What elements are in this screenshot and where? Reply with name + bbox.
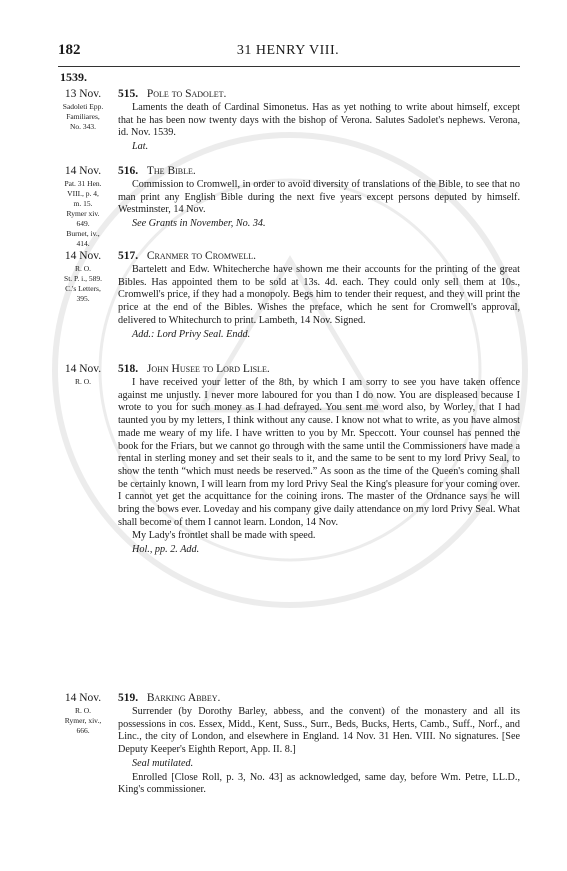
entry-body	[118, 164, 520, 231]
source-ref: 414.	[76, 239, 90, 248]
entry-body	[118, 691, 520, 797]
source-ref: 395.	[76, 294, 90, 303]
source-ref: St. P. i., 589.	[64, 274, 102, 283]
header-rule	[58, 66, 520, 67]
source-ref: Rymer xiv.	[66, 209, 100, 218]
entry-number: 519.	[118, 692, 139, 704]
entry-text: Bartelett and Edw. Whitecherche have shown me their accounts for the printing of the great Bibles. Has appointed them to be sold at 13s. 4d. each. They could only sell them at 10s., Cromwell's price, if they had a monopoly. Begs him to tender their request, and they will print the price at the end of the Bibles. Wishes the preface, which he sent for Cromwell's approval, delivered to Whitechurch to print. Lambeth, 14 Nov. Signed.	[118, 264, 520, 326]
source-ref: R. O.	[74, 264, 92, 273]
entry-title: Pole to Sadolet.	[146, 88, 227, 100]
entry-text: Surrender (by Dorothy Barley, abbess, and the convent) of the monastery and all its possessions in cos. Essex, Midd., Kent, Suss., Surr., Beds, Bucks, Herts, Camb., Suff., Norf., and Linc., the city of London, and elsewhere in England. 14 Nov. 31 Hen. VIII. No signatures. [See Deputy Keeper's Eighth Report, App. II. 8.]	[118, 706, 520, 756]
entry-title: The Bible.	[146, 165, 196, 177]
entry-note: Add.: Lord Privy Seal. Endd.	[132, 328, 251, 340]
entry-title: John Husee to Lord Lisle.	[146, 363, 270, 375]
entry-text: Commission to Cromwell, in order to avoid diversity of translations of the Bible, to see that no man print any English Bible during the next five years except persons deputed by himself. Westminster, 14 Nov.	[118, 179, 520, 216]
entry-heading	[118, 164, 520, 178]
entry-text: I have received your letter of the 8th, by which I am sorry to see you have taken offence against me unjustly. I never more laboured for you than I do now. You are displeased because I wrote to you for such money as I had defrayed. You sent me word also, by Worley, that I had taunted you by my letters, I think without any cause. I know not what to write, as you have almost made me weary of my life. I have written to you by Mr. Speccott. Your counsel has penned the book for the Friars, but we cannot go through with the same until the Commissioners have made a rental in sterling money and set their seals to it, and the same to be sent to my lord Privy Seal, to show the tenth “which must needs be reserved.” As soon as the time of the Queen's coming shall be certainly known, I will learn from my lord Privy Seal the King's pleasure for your coming over. I cannot yet get the acquittance for the coining irons. The master of the Ordnance says he will bring the bows ever. Loveday and his company give daily attendance on my lord Privy Seal. What shall become of them I cannot learn. London, 14 Nov.	[118, 377, 520, 528]
source-ref: No. 343.	[69, 122, 97, 131]
source-ref: R. O.	[74, 377, 92, 386]
entry-heading	[118, 87, 520, 101]
source-ref: 666.	[76, 726, 90, 735]
entry-heading	[118, 691, 520, 705]
source-ref: R. O.	[74, 706, 92, 715]
entry-date: 14 Nov.	[64, 363, 102, 375]
entry-date: 13 Nov.	[64, 88, 102, 100]
running-title: 31 HENRY VIII.	[236, 43, 340, 58]
year-label: 1539.	[60, 70, 87, 84]
entry-date: 14 Nov.	[64, 165, 102, 177]
entry-body	[118, 362, 520, 557]
source-ref: Burnet, iv.,	[66, 229, 100, 238]
source-ref: VIII., p. 4,	[67, 189, 99, 198]
entry-heading	[118, 249, 520, 263]
source-ref: m. 15.	[73, 199, 93, 208]
entry-number: 518.	[118, 363, 139, 375]
entry-margin	[58, 87, 108, 131]
entry-body	[118, 249, 520, 341]
source-ref: Rymer, xiv.,	[64, 716, 102, 725]
entry-margin	[58, 362, 108, 386]
source-ref: Familiares,	[66, 112, 100, 121]
source-ref: Pat. 31 Hen.	[64, 179, 102, 188]
entry-body	[118, 87, 520, 154]
entry-note: Seal mutilated.	[132, 757, 194, 769]
entry-margin	[58, 691, 108, 735]
entry-number: 516.	[118, 165, 139, 177]
entry-note: Lat.	[132, 141, 149, 153]
source-ref: C.'s Letters,	[65, 284, 101, 293]
entry-date: 14 Nov.	[64, 692, 102, 704]
entry-text: Laments the death of Cardinal Simonetus. Has as yet nothing to write about himself, except that he has been now twenty days with the bishop of Verona. Salutes Sadolet's nephews. Verona, id. Nov. 1539.	[118, 102, 520, 139]
entry-postscript: My Lady's frontlet shall be made with speed.	[132, 530, 316, 542]
entry-date: 14 Nov.	[64, 250, 102, 262]
entry-heading	[118, 362, 520, 376]
entry-note: Hol., pp. 2. Add.	[132, 544, 200, 556]
source-ref: Sadoleti Epp.	[62, 102, 104, 111]
entry-enrolled: Enrolled [Close Roll, p. 3, No. 43] as acknowledged, same day, before Wm. Petre, LL.D., King's commissioner.	[118, 771, 520, 796]
cross-reference: See Grants in November, No. 34.	[132, 218, 266, 230]
entry-title: Cranmer to Cromwell.	[146, 250, 257, 262]
page-header	[58, 42, 518, 64]
entry-number: 517.	[118, 250, 139, 262]
entry-margin	[58, 164, 108, 248]
page-number: 182	[58, 42, 81, 58]
entry-title: Barking Abbey.	[146, 692, 221, 704]
source-ref: 649.	[76, 219, 90, 228]
entry-number: 515.	[118, 88, 139, 100]
entry-margin	[58, 249, 108, 303]
